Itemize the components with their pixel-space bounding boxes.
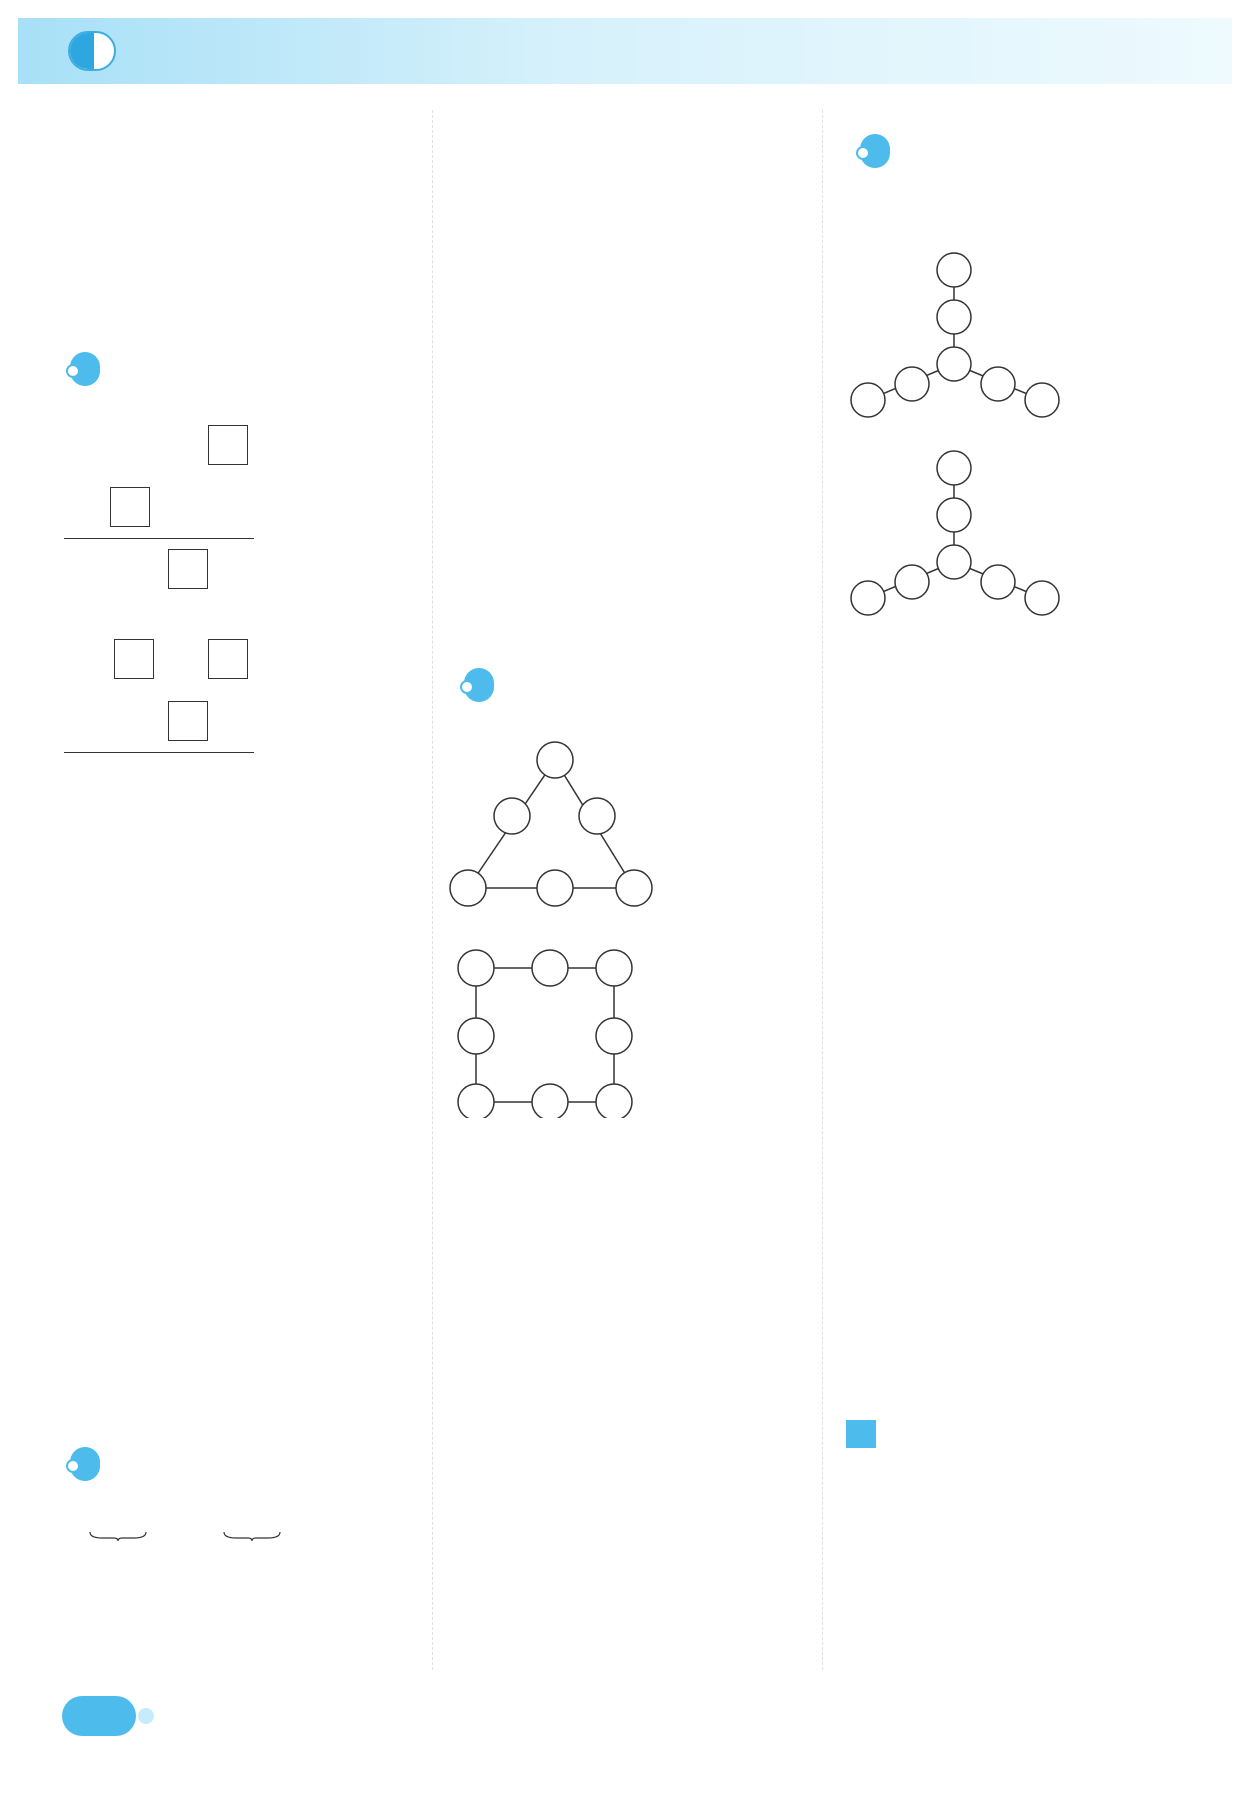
node — [937, 347, 971, 381]
brace-icon — [222, 1530, 282, 1542]
divider-line — [64, 538, 254, 539]
triangle-diagram — [448, 738, 668, 910]
node — [895, 565, 929, 599]
node — [937, 300, 971, 334]
answer-box — [208, 425, 248, 465]
page-header — [18, 18, 1232, 84]
section-mark — [846, 1420, 876, 1448]
page-number — [62, 1696, 136, 1736]
node — [937, 253, 971, 287]
node — [1025, 581, 1059, 615]
node — [851, 581, 885, 615]
node — [458, 1018, 494, 1054]
column-divider — [822, 110, 823, 1670]
node — [458, 1084, 494, 1118]
think-badge — [70, 352, 100, 386]
node — [851, 383, 885, 417]
node — [596, 1084, 632, 1118]
node — [937, 498, 971, 532]
node — [937, 545, 971, 579]
node — [1025, 383, 1059, 417]
answer-box — [208, 639, 248, 679]
column-divider — [432, 110, 433, 1670]
star-diagram-2 — [842, 448, 1072, 618]
node — [895, 367, 929, 401]
answer-box — [110, 487, 150, 527]
answer-box — [168, 701, 208, 741]
node — [937, 451, 971, 485]
square-diagram — [448, 946, 648, 1118]
answer-box — [114, 639, 154, 679]
brand-logo — [68, 31, 116, 71]
node — [981, 565, 1015, 599]
brace-icon — [88, 1530, 148, 1542]
think-badge — [860, 134, 890, 168]
think-badge — [70, 1447, 100, 1481]
node — [494, 798, 530, 834]
think-badge — [464, 668, 494, 702]
node — [458, 950, 494, 986]
node — [596, 950, 632, 986]
node — [537, 870, 573, 906]
node — [596, 1018, 632, 1054]
node — [981, 367, 1015, 401]
node — [532, 1084, 568, 1118]
node — [579, 798, 615, 834]
brand-left — [70, 33, 94, 69]
node — [616, 870, 652, 906]
node — [532, 950, 568, 986]
node — [450, 870, 486, 906]
star-diagram-1 — [842, 250, 1072, 420]
answer-box — [168, 549, 208, 589]
node — [537, 742, 573, 778]
divider-line — [64, 752, 254, 753]
